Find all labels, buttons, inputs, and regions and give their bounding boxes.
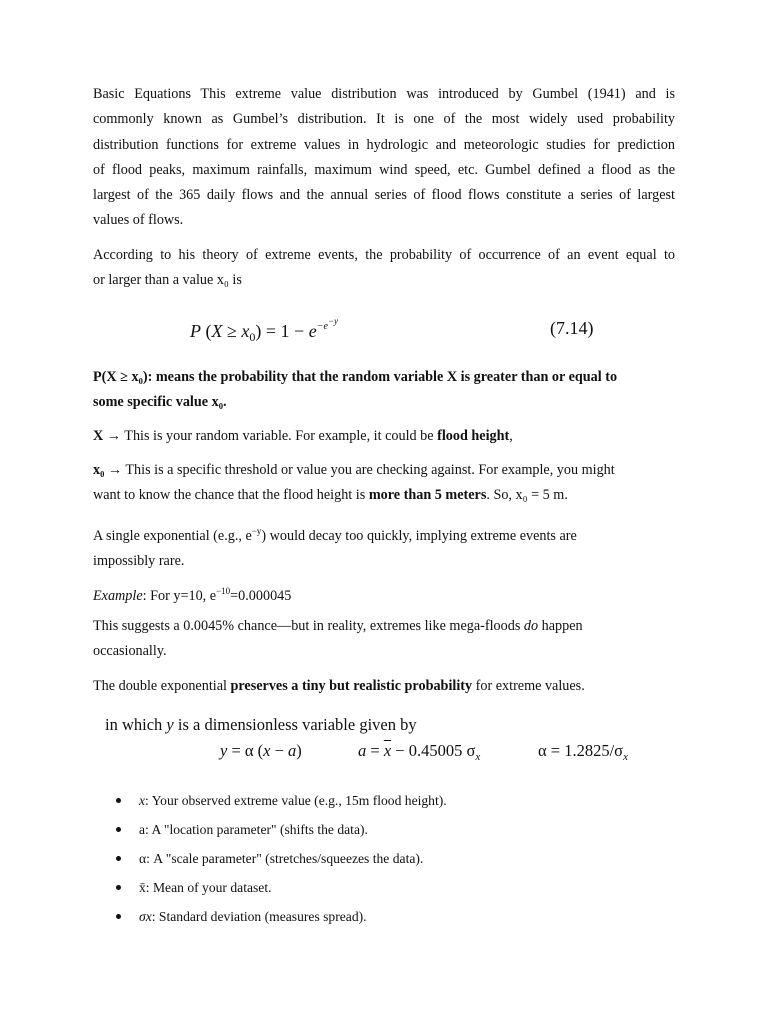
double-exponential-paragraph <box>93 674 675 699</box>
given-by-line <box>105 715 417 735</box>
eq-geq: ≥ <box>222 321 242 341</box>
eq-y-minus: − <box>270 741 289 760</box>
eq-a-xbar: $\overline{x}$ <box>383 741 392 760</box>
eq-exp-e: −e <box>316 321 328 332</box>
definition-line-1: P(X ≥ x₀): means the probability that the random variable X is greater than or equal to <box>93 369 618 385</box>
intro-line: Basic Equations This extreme value distribution was introduced by Gumbel (1941) and is <box>93 86 675 102</box>
eq-alpha-sub: x <box>623 751 628 763</box>
eq-y-close: ) <box>296 741 302 760</box>
list-item <box>116 844 656 873</box>
suggests-line-2: occasionally. <box>93 643 167 660</box>
bullet-term: a <box>139 822 146 837</box>
theory-line-2: or larger than a value x₀ is <box>93 272 242 289</box>
eq-x: X <box>211 321 223 341</box>
eq-base-e: e <box>308 321 317 341</box>
bullet-text: : Standard deviation (measures spread). <box>151 909 367 924</box>
double-exp-bold: preserves a tiny but realistic probability <box>230 678 473 694</box>
x-bold-term: flood height <box>437 428 510 444</box>
x0-text-2-pre: want to know the chance that the flood height is <box>93 487 369 504</box>
theory-paragraph <box>93 243 675 294</box>
eq-p: P <box>190 321 201 341</box>
list-item <box>116 815 656 844</box>
eq-a-eq: = <box>366 741 384 760</box>
x0-text-2-post: . So, x₀ = 5 m. <box>486 487 568 504</box>
intro-line: commonly known as Gumbel’s distribution. It is one of the most widely used probability <box>93 111 675 128</box>
eq-alpha-lhs: α = 1.2825/σ <box>538 741 624 760</box>
bullet-term: σx <box>139 909 152 924</box>
parameter-list <box>116 786 656 931</box>
eq-close: ) <box>255 321 262 341</box>
intro-line: values of flows. <box>93 212 184 229</box>
bullet-text: : A "scale parameter" (stretches/squeezes the data). <box>146 851 424 866</box>
single-exponential-paragraph <box>93 519 675 575</box>
bullet-icon <box>116 885 121 890</box>
single-exp-pre: A single exponential (e.g., e <box>93 528 252 544</box>
eq-exp-y: −y <box>327 316 338 326</box>
bullet-icon <box>116 914 121 919</box>
intro-paragraph <box>93 82 675 234</box>
eq-a-sub: x <box>475 751 481 763</box>
intro-line: distribution functions for extreme values in hydrologic and meteorologic studies for prediction <box>93 136 675 153</box>
list-item <box>116 873 656 902</box>
single-exp-line-2: impossibly rare. <box>93 553 185 570</box>
eq-a-rest: − 0.45005 σ <box>391 741 476 760</box>
suggests-pre: This suggests a 0.0045% chance—but in reality, extremes like mega-floods <box>93 618 524 634</box>
list-item <box>116 902 656 931</box>
x-tail: , <box>509 428 513 444</box>
given-by-pre: in which <box>105 715 167 734</box>
equation-y <box>220 741 302 761</box>
single-exp-post: ) would decay too quickly, implying extreme events are <box>261 528 577 544</box>
example-label: Example <box>93 588 143 604</box>
intro-line: largest of the 365 daily flows and the annual series of flood flows constitute a series of largest <box>93 187 675 204</box>
eq-y-mid: = α ( <box>227 741 264 760</box>
list-item <box>116 786 656 815</box>
given-by-post: is a dimensionless variable given by <box>173 715 417 734</box>
given-by-var: y <box>166 715 174 734</box>
x0-text-1: → This is a specific threshold or value you are checking against. For example, you might <box>104 462 615 478</box>
equation-number: (7.14) <box>550 318 594 338</box>
eq-x0-sub: 0 <box>249 330 256 344</box>
bullet-icon <box>116 827 121 832</box>
suggests-ital: do <box>523 618 539 634</box>
definition-paragraph <box>93 365 675 416</box>
bullet-icon <box>116 798 121 803</box>
example-pre: : For y=10, e <box>142 588 217 604</box>
x-definition <box>93 424 675 449</box>
single-exp-sup: −y <box>251 526 262 536</box>
x-text: → This is your random variable. For example, it could be <box>103 428 438 444</box>
eq-y-x: x <box>263 741 271 760</box>
intro-line: of flood peaks, maximum rainfalls, maximum wind speed, etc. Gumbel defined a flood as the <box>93 161 675 178</box>
double-exp-pre: The double exponential <box>93 678 231 694</box>
example-post: =0.000045 <box>230 588 292 604</box>
eq-equals: = 1 − <box>261 321 309 341</box>
example-sup: −10 <box>216 586 231 596</box>
suggests-paragraph <box>93 614 675 665</box>
eq-a-lhs: a <box>358 741 367 760</box>
eq-x0: x <box>241 321 250 341</box>
theory-line-1: According to his theory of extreme events, the probability of occurrence of an event equal to <box>93 247 675 263</box>
x-label: X <box>93 428 104 444</box>
eq-open: ( <box>205 321 212 341</box>
equation-a <box>358 741 480 763</box>
bullet-text: : Your observed extreme value (e.g., 15m flood height). <box>145 793 447 808</box>
bullet-term: α <box>139 851 147 866</box>
x0-text-2-bold: more than 5 meters <box>368 487 487 504</box>
bullet-text: : Mean of your dataset. <box>145 880 272 895</box>
bullet-term: x <box>139 793 146 808</box>
eq-y-a: a <box>288 741 297 760</box>
suggests-post: happen <box>538 618 583 634</box>
example-paragraph <box>93 579 675 609</box>
equation-7-14 <box>190 316 338 345</box>
bullet-text: : A "location parameter" (shifts the data). <box>145 822 368 837</box>
double-exp-post: for extreme values. <box>472 678 585 694</box>
bullet-icon <box>116 856 121 861</box>
eq-y-lhs: y <box>220 741 228 760</box>
definition-line-2: some specific value x₀. <box>93 394 227 411</box>
x0-label: x₀ <box>93 462 105 478</box>
equation-alpha <box>538 741 628 763</box>
x0-definition <box>93 458 675 509</box>
bullet-term: x̄ <box>139 880 146 895</box>
